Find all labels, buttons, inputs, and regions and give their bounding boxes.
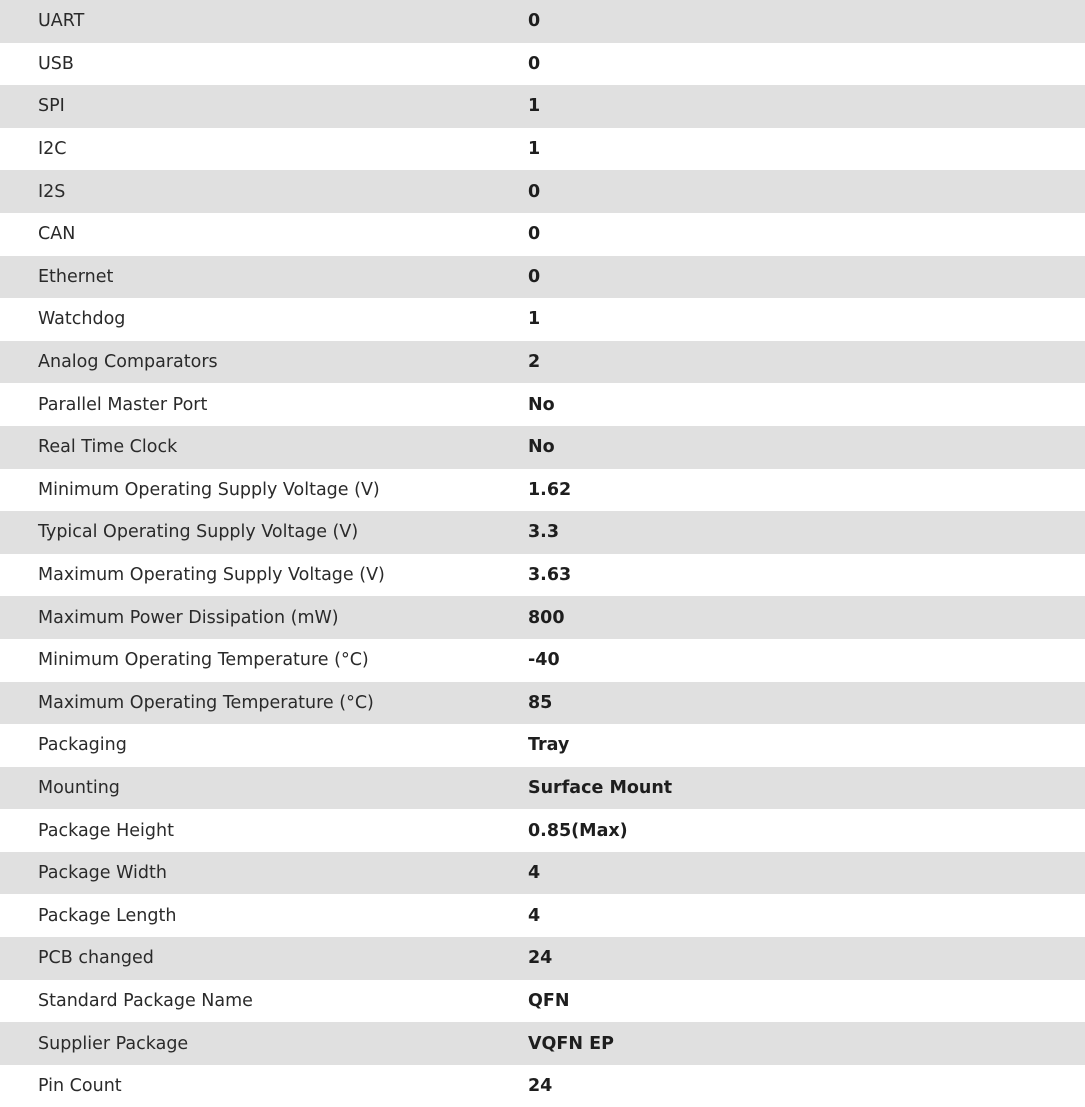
spec-value: 0 <box>528 53 541 74</box>
table-row <box>0 128 1085 171</box>
table-row <box>0 767 1085 810</box>
table-row <box>0 554 1085 597</box>
spec-label: Package Width <box>38 863 167 884</box>
table-row <box>0 1022 1085 1065</box>
spec-label: PCB changed <box>38 948 154 969</box>
spec-label: CAN <box>38 224 76 245</box>
spec-value: 0 <box>528 266 541 287</box>
spec-label: Maximum Operating Temperature (°C) <box>38 692 374 713</box>
spec-label: Parallel Master Port <box>38 394 208 415</box>
table-row <box>0 724 1085 767</box>
spec-value: Surface Mount <box>528 777 673 798</box>
table-row <box>0 894 1085 937</box>
table-row <box>0 682 1085 725</box>
spec-value: 85 <box>528 692 553 713</box>
spec-value: No <box>528 437 555 458</box>
spec-value: 2 <box>528 352 541 373</box>
spec-value: 4 <box>528 863 541 884</box>
spec-label: Maximum Power Dissipation (mW) <box>38 607 339 628</box>
table-row <box>0 298 1085 341</box>
table-row <box>0 937 1085 980</box>
table-row <box>0 596 1085 639</box>
spec-label: Supplier Package <box>38 1033 189 1054</box>
spec-value: VQFN EP <box>528 1033 614 1054</box>
spec-value: 3.3 <box>528 522 560 543</box>
spec-value: 24 <box>528 1076 553 1097</box>
spec-label: Minimum Operating Supply Voltage (V) <box>38 479 380 500</box>
table-row <box>0 170 1085 213</box>
spec-value: 1.62 <box>528 479 572 500</box>
spec-label: Analog Comparators <box>38 352 218 373</box>
spec-value: 4 <box>528 905 541 926</box>
spec-label: I2S <box>38 181 66 202</box>
table-row <box>0 0 1085 43</box>
table-row <box>0 469 1085 512</box>
spec-label: Package Height <box>38 820 174 841</box>
spec-value: 3.63 <box>528 565 572 586</box>
table-row <box>0 426 1085 469</box>
table-row <box>0 809 1085 852</box>
spec-label: Real Time Clock <box>38 437 178 458</box>
spec-value: 1 <box>528 96 541 117</box>
table-row <box>0 511 1085 554</box>
table-row <box>0 43 1085 86</box>
spec-label: SPI <box>38 96 65 117</box>
table-row <box>0 383 1085 426</box>
spec-label: Packaging <box>38 735 127 756</box>
table-row <box>0 341 1085 384</box>
spec-label: I2C <box>38 139 67 160</box>
spec-value: No <box>528 394 555 415</box>
spec-value: 0 <box>528 224 541 245</box>
spec-value: 0.85(Max) <box>528 820 628 841</box>
spec-label: Watchdog <box>38 309 126 330</box>
spec-value: 1 <box>528 139 541 160</box>
table-row <box>0 256 1085 299</box>
table-row <box>0 213 1085 256</box>
table-row <box>0 852 1085 895</box>
spec-label: Typical Operating Supply Voltage (V) <box>38 522 359 543</box>
spec-value: 1 <box>528 309 541 330</box>
spec-label: Standard Package Name <box>38 990 253 1011</box>
spec-value: 0 <box>528 11 541 32</box>
spec-label: Package Length <box>38 905 177 926</box>
spec-label: Minimum Operating Temperature (°C) <box>38 650 369 671</box>
table-row <box>0 639 1085 682</box>
spec-value: 0 <box>528 181 541 202</box>
spec-value: -40 <box>528 650 560 671</box>
spec-value: 24 <box>528 948 553 969</box>
spec-label: Ethernet <box>38 266 114 287</box>
table-row <box>0 980 1085 1023</box>
spec-label: Maximum Operating Supply Voltage (V) <box>38 565 385 586</box>
spec-label: Pin Count <box>38 1076 122 1097</box>
spec-value: QFN <box>528 990 570 1011</box>
table-row <box>0 85 1085 128</box>
spec-value: Tray <box>528 735 570 756</box>
spec-label: Mounting <box>38 777 120 798</box>
table-row <box>0 1065 1085 1107</box>
spec-label: UART <box>38 11 85 32</box>
spec-label: USB <box>38 53 74 74</box>
spec-value: 800 <box>528 607 565 628</box>
